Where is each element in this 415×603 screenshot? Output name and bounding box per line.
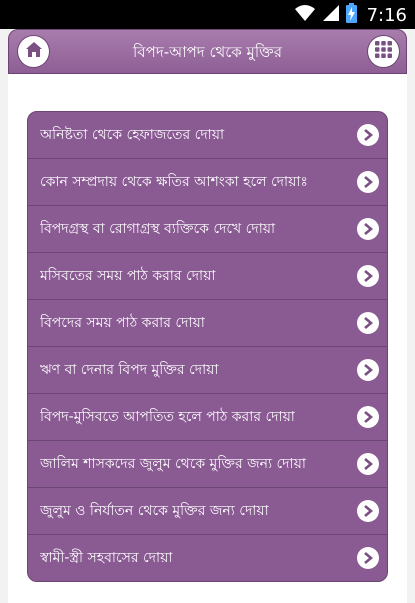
chevron-right-icon[interactable] bbox=[357, 453, 379, 475]
battery-charging-icon bbox=[346, 3, 357, 27]
list-item[interactable] bbox=[28, 206, 387, 253]
chevron-right-icon[interactable] bbox=[357, 171, 379, 193]
app-bar bbox=[8, 29, 407, 74]
grid-menu-button[interactable] bbox=[368, 36, 399, 67]
list-item-label: বিপদগ্রস্থ বা রোগাগ্রস্থ ব্যক্তিকে দেখে দোয়া bbox=[40, 221, 276, 237]
list-item[interactable] bbox=[28, 394, 387, 441]
list-item[interactable] bbox=[28, 159, 387, 206]
wifi-icon bbox=[294, 4, 316, 26]
list-item[interactable] bbox=[28, 300, 387, 347]
chevron-right-icon[interactable] bbox=[357, 218, 379, 240]
chevron-right-icon[interactable] bbox=[357, 406, 379, 428]
chevron-right-icon[interactable] bbox=[357, 124, 379, 146]
signal-icon bbox=[322, 4, 340, 26]
list-item[interactable] bbox=[28, 253, 387, 300]
status-icons bbox=[294, 3, 407, 27]
list-item-label: জুলুম ও নির্যাতন থেকে মুক্তির জন্য দোয়া bbox=[40, 503, 269, 519]
list-item-label: জালিম শাসকদের জুলুম থেকে মুক্তির জন্য দোয়া bbox=[40, 456, 306, 472]
chevron-right-icon[interactable] bbox=[357, 359, 379, 381]
status-bar bbox=[0, 0, 415, 29]
chevron-right-icon[interactable] bbox=[357, 312, 379, 334]
dua-list bbox=[27, 111, 388, 582]
list-item[interactable] bbox=[28, 488, 387, 535]
list-item[interactable] bbox=[28, 535, 387, 581]
list-item-label: স্বামী-স্ত্রী সহবাসের দোয়া bbox=[40, 550, 173, 566]
grid-menu-icon bbox=[375, 41, 392, 62]
home-icon bbox=[25, 41, 43, 62]
list-item-label: কোন সম্প্রদায় থেকে ক্ষতির আশংকা হলে দোয়াঃ bbox=[40, 174, 308, 190]
list-item[interactable] bbox=[28, 441, 387, 488]
page-title: বিপদ-আপদ থেকে মুক্তির bbox=[133, 43, 282, 61]
chevron-right-icon[interactable] bbox=[357, 500, 379, 522]
content-panel bbox=[8, 74, 407, 603]
list-item-label: বিপদ-মুসিবতে আপতিত হলে পাঠ করার দোয়া bbox=[40, 409, 295, 425]
chevron-right-icon[interactable] bbox=[357, 547, 379, 569]
clock-time: 7:16 bbox=[366, 4, 407, 26]
list-item-label: বিপদের সময় পাঠ করার দোয়া bbox=[40, 315, 205, 331]
list-item-label: ঋণ বা দেনার বিপদ মুক্তির দোয়া bbox=[40, 362, 219, 378]
list-item-label: অনিষ্টতা থেকে হেফাজতের দোয়া bbox=[40, 127, 225, 143]
list-item-label: মসিবতের সময় পাঠ করার দোয়া bbox=[40, 268, 216, 284]
home-button[interactable] bbox=[18, 36, 49, 67]
list-item[interactable] bbox=[28, 347, 387, 394]
list-item[interactable] bbox=[28, 112, 387, 159]
chevron-right-icon[interactable] bbox=[357, 265, 379, 287]
